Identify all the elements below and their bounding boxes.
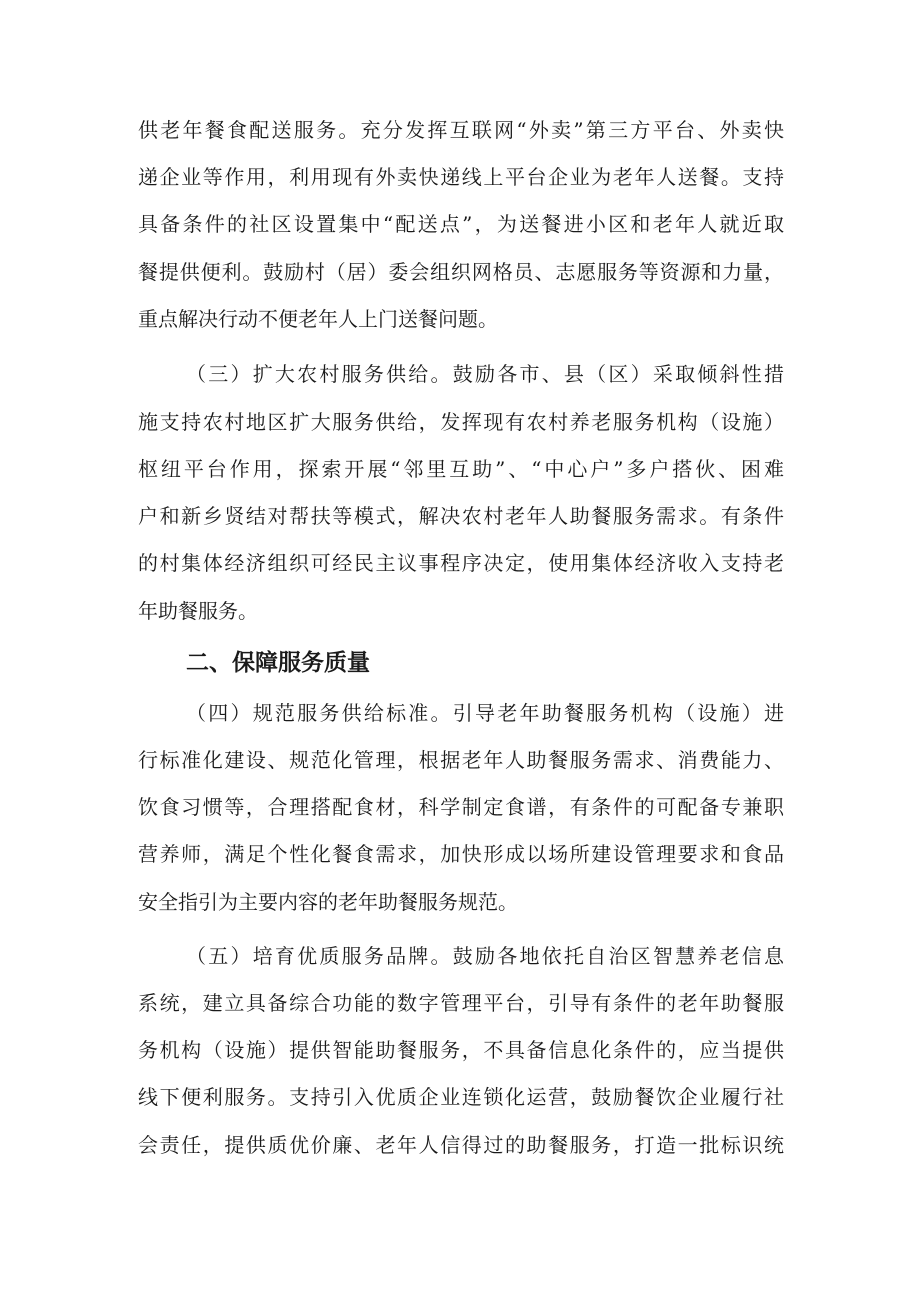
paragraph-2-line-1: （三）扩大农村服务供给。鼓励各市、县（区）采取倾斜性措 [186, 362, 784, 386]
paragraph-3-line-2: 行标准化建设、规范化管理，根据老年人助餐服务需求、消费能力、 [138, 748, 784, 772]
paragraph-2-line-5: 的村集体经济组织可经民主议事程序决定，使用集体经济收入支持老 [138, 551, 784, 575]
paragraph-2-line-4: 户和新乡贤结对帮扶等模式，解决农村老年人助餐服务需求。有条件 [138, 504, 784, 528]
paragraph-1-line-4: 餐提供便利。鼓励村（居）委会组织网格员、志愿服务等资源和力量， [138, 260, 784, 284]
paragraph-1-line-1: 供老年餐食配送服务。充分发挥互联网“外卖”第三方平台、外卖快 [138, 118, 784, 142]
paragraph-4-line-1: （五）培育优质服务品牌。鼓励各地依托自治区智慧养老信息 [186, 944, 784, 968]
paragraph-2-line-3: 枢纽平台作用，探索开展“邻里互助”、“中心户”多户搭伙、困难 [138, 457, 784, 481]
paragraph-3-line-3: 饮食习惯等，合理搭配食材，科学制定食谱，有条件的可配备专兼职 [138, 795, 784, 819]
paragraph-2-line-6: 年助餐服务。 [138, 599, 258, 623]
section-heading: 二、保障服务质量 [186, 650, 370, 676]
paragraph-2-line-2: 施支持农村地区扩大服务供给，发挥现有农村养老服务机构（设施） [138, 410, 784, 434]
paragraph-1-line-5: 重点解决行动不便老年人上门送餐问题。 [138, 307, 498, 331]
paragraph-4-line-5: 会责任，提供质优价廉、老年人信得过的助餐服务，打造一批标识统 [138, 1133, 784, 1157]
paragraph-3-line-5: 安全指引为主要内容的老年助餐服务规范。 [138, 890, 518, 914]
paragraph-4-line-3: 务机构（设施）提供智能助餐服务，不具备信息化条件的，应当提供 [138, 1038, 784, 1062]
paragraph-4-line-2: 系统，建立具备综合功能的数字管理平台，引导有条件的老年助餐服 [138, 991, 784, 1015]
paragraph-3-line-1: （四）规范服务供给标准。引导老年助餐服务机构（设施）进 [186, 701, 784, 725]
paragraph-1-line-3: 具备条件的社区设置集中“配送点”，为送餐进小区和老年人就近取 [138, 212, 784, 236]
paragraph-3-line-4: 营养师，满足个性化餐食需求，加快形成以场所建设管理要求和食品 [138, 842, 784, 866]
paragraph-4-line-4: 线下便利服务。支持引入优质企业连锁化运营，鼓励餐饮企业履行社 [138, 1085, 784, 1109]
paragraph-1-line-2: 递企业等作用，利用现有外卖快递线上平台企业为老年人送餐。支持 [138, 165, 784, 189]
